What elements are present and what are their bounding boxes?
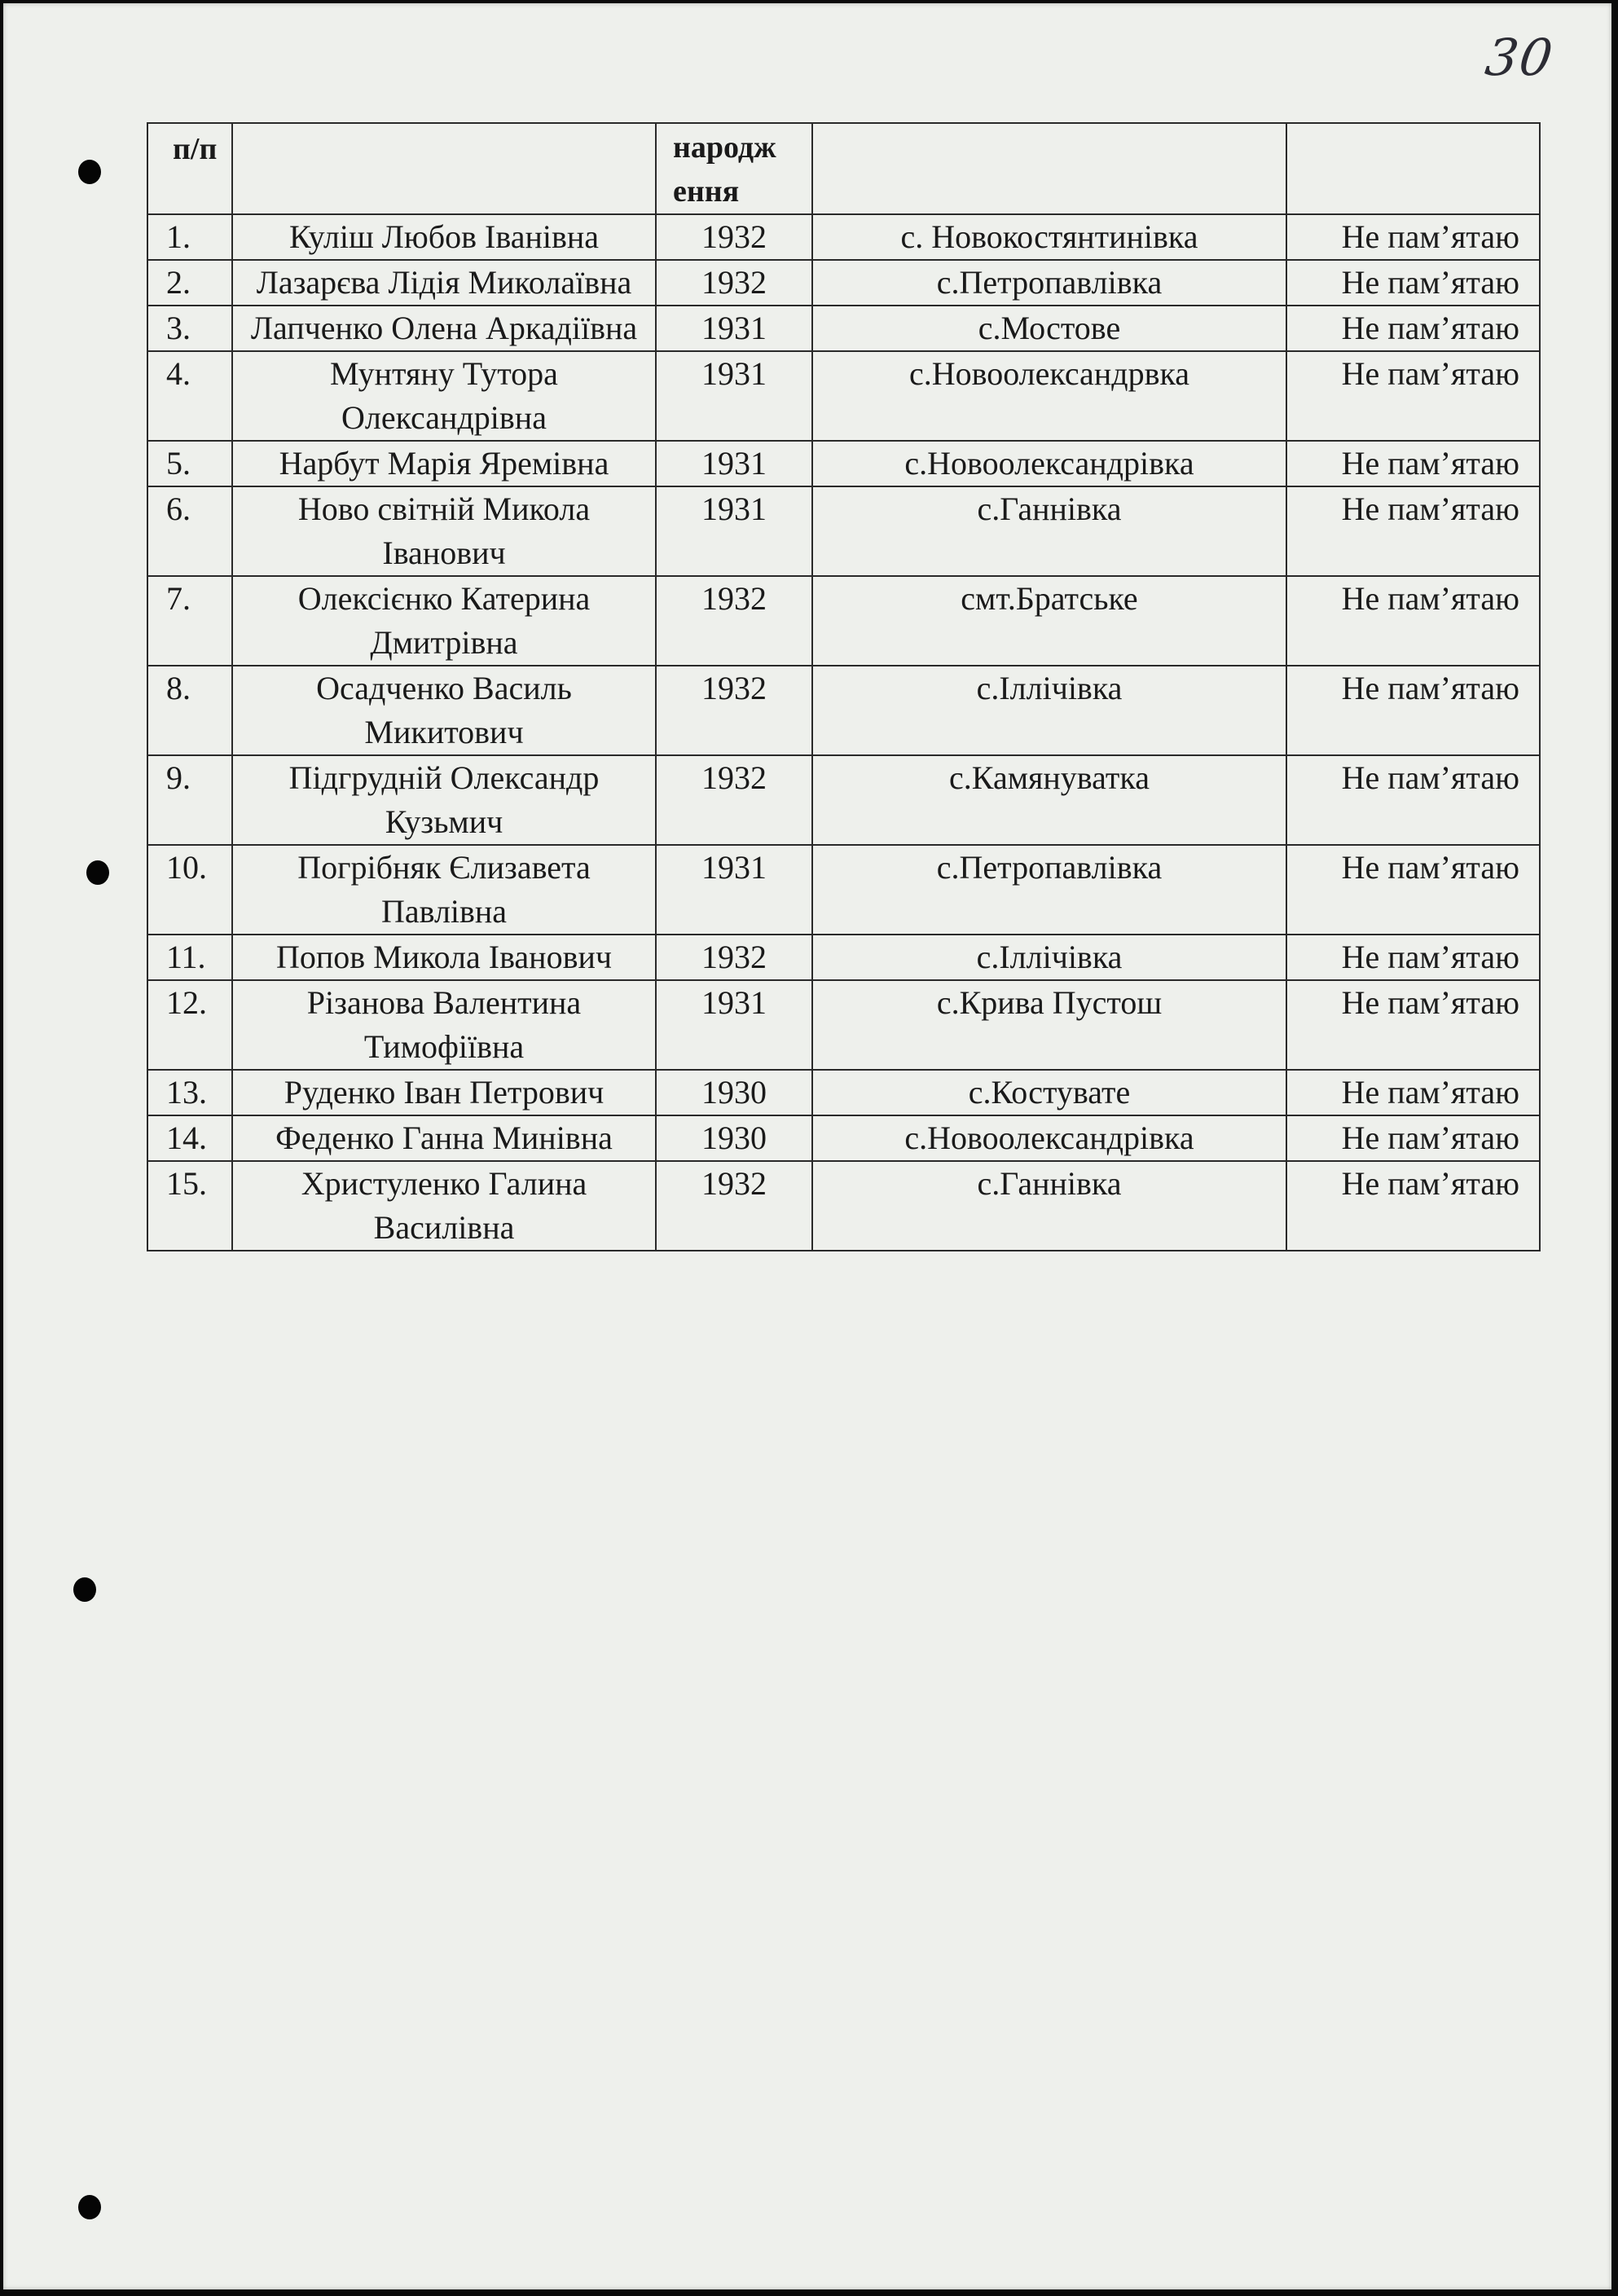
punch-hole (78, 2195, 101, 2219)
cell-name: Куліш Любов Іванівна (232, 214, 656, 260)
cell-year: 1931 (656, 351, 812, 441)
cell-status: Не пам’ятаю (1286, 306, 1540, 351)
cell-name: Лазарєва Лідія Миколаївна (232, 260, 656, 306)
cell-status: Не пам’ятаю (1286, 755, 1540, 845)
cell-name: Христуленко Галина Василівна (232, 1161, 656, 1251)
cell-place: с.Новоолександрівка (812, 441, 1286, 486)
cell-status: Не пам’ятаю (1286, 980, 1540, 1070)
cell-name: Лапченко Олена Аркадіївна (232, 306, 656, 351)
cell-status: Не пам’ятаю (1286, 576, 1540, 666)
cell-status: Не пам’ятаю (1286, 935, 1540, 980)
cell-status: Не пам’ятаю (1286, 1115, 1540, 1161)
cell-name: Погрібняк Єлизавета Павлівна (232, 845, 656, 935)
cell-number: 10. (147, 845, 232, 935)
cell-place: с.Іллічівка (812, 666, 1286, 755)
cell-year: 1931 (656, 441, 812, 486)
cell-name: Мунтяну Тутора Олександрівна (232, 351, 656, 441)
cell-year: 1932 (656, 576, 812, 666)
registry-table (147, 122, 1541, 1251)
table-row (147, 306, 1540, 351)
cell-number: 13. (147, 1070, 232, 1115)
cell-number: 1. (147, 214, 232, 260)
table-row (147, 260, 1540, 306)
table-row (147, 1070, 1540, 1115)
cell-status: Не пам’ятаю (1286, 441, 1540, 486)
cell-year: 1932 (656, 666, 812, 755)
cell-name: Підгрудній Олександр Кузьмич (232, 755, 656, 845)
cell-number: 6. (147, 486, 232, 576)
table-row (147, 980, 1540, 1070)
table-row (147, 351, 1540, 441)
table-row (147, 935, 1540, 980)
cell-place: с.Іллічівка (812, 935, 1286, 980)
cell-number: 3. (147, 306, 232, 351)
table-row (147, 576, 1540, 666)
cell-status: Не пам’ятаю (1286, 845, 1540, 935)
cell-status: Не пам’ятаю (1286, 1070, 1540, 1115)
cell-number: 4. (147, 351, 232, 441)
cell-year: 1932 (656, 214, 812, 260)
cell-year: 1930 (656, 1115, 812, 1161)
cell-name: Руденко Іван Петрович (232, 1070, 656, 1115)
punch-hole (86, 860, 109, 885)
header-number: п/п (147, 123, 232, 214)
cell-place: с.Ганнівка (812, 1161, 1286, 1251)
cell-year: 1931 (656, 845, 812, 935)
cell-name: Осадченко Василь Микитович (232, 666, 656, 755)
cell-name: Феденко Ганна Минівна (232, 1115, 656, 1161)
cell-number: 8. (147, 666, 232, 755)
table-row (147, 755, 1540, 845)
cell-year: 1932 (656, 755, 812, 845)
cell-number: 14. (147, 1115, 232, 1161)
table-row (147, 1161, 1540, 1251)
header-name (232, 123, 656, 214)
table-row (147, 441, 1540, 486)
cell-place: смт.Братське (812, 576, 1286, 666)
cell-place: с.Новоолександрівка (812, 1115, 1286, 1161)
cell-place: с.Петропавлівка (812, 845, 1286, 935)
cell-name: Попов Микола Іванович (232, 935, 656, 980)
table-row (147, 214, 1540, 260)
cell-name: Нарбут Марія Яремівна (232, 441, 656, 486)
header-birth: народж ення (656, 123, 812, 214)
cell-name: Різанова Валентина Тимофіївна (232, 980, 656, 1070)
table-row (147, 666, 1540, 755)
table-row (147, 845, 1540, 935)
cell-place: с.Петропавлівка (812, 260, 1286, 306)
cell-number: 11. (147, 935, 232, 980)
cell-place: с. Новокостянтинівка (812, 214, 1286, 260)
cell-status: Не пам’ятаю (1286, 351, 1540, 441)
table-row (147, 486, 1540, 576)
table-body (147, 214, 1540, 1251)
cell-year: 1931 (656, 980, 812, 1070)
cell-status: Не пам’ятаю (1286, 486, 1540, 576)
cell-year: 1932 (656, 1161, 812, 1251)
cell-number: 5. (147, 441, 232, 486)
cell-year: 1932 (656, 260, 812, 306)
cell-status: Не пам’ятаю (1286, 260, 1540, 306)
handwritten-page-number: 30 (1481, 28, 1559, 87)
cell-year: 1930 (656, 1070, 812, 1115)
cell-number: 9. (147, 755, 232, 845)
cell-year: 1932 (656, 935, 812, 980)
punch-hole (73, 1577, 96, 1602)
header-place (812, 123, 1286, 214)
cell-status: Не пам’ятаю (1286, 214, 1540, 260)
cell-number: 2. (147, 260, 232, 306)
punch-hole (78, 160, 101, 184)
cell-name: Олексієнко Катерина Дмитрівна (232, 576, 656, 666)
cell-place: с.Ганнівка (812, 486, 1286, 576)
table-row (147, 1115, 1540, 1161)
cell-number: 7. (147, 576, 232, 666)
cell-year: 1931 (656, 306, 812, 351)
cell-place: с.Новоолександрвка (812, 351, 1286, 441)
cell-status: Не пам’ятаю (1286, 1161, 1540, 1251)
cell-place: с.Крива Пустош (812, 980, 1286, 1070)
table-header-row (147, 123, 1540, 214)
cell-place: с.Камянуватка (812, 755, 1286, 845)
cell-number: 12. (147, 980, 232, 1070)
cell-place: с.Мостове (812, 306, 1286, 351)
cell-place: с.Костувате (812, 1070, 1286, 1115)
cell-status: Не пам’ятаю (1286, 666, 1540, 755)
header-status (1286, 123, 1540, 214)
cell-name: Ново світній Микола Іванович (232, 486, 656, 576)
cell-number: 15. (147, 1161, 232, 1251)
cell-year: 1931 (656, 486, 812, 576)
